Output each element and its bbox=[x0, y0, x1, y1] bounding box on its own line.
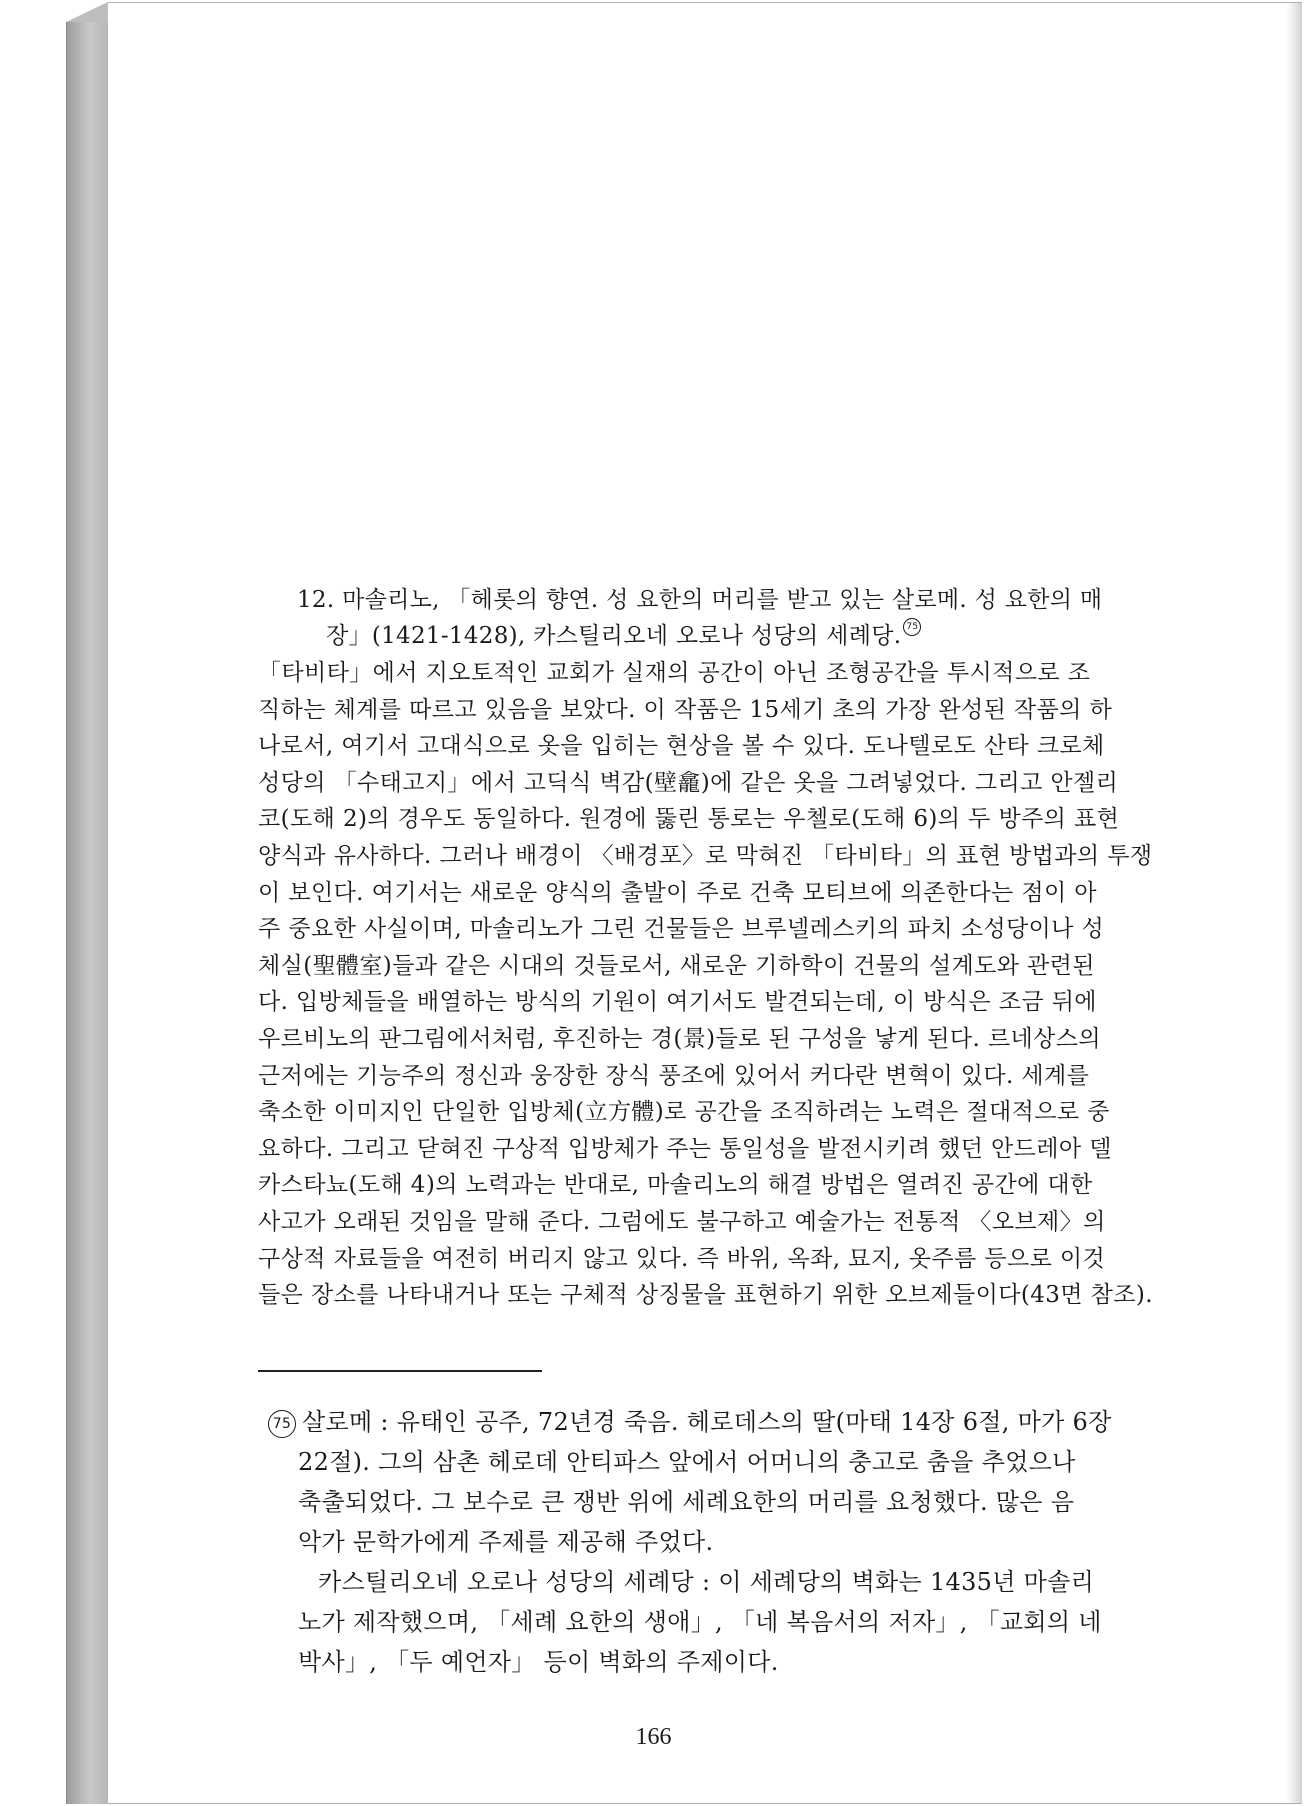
caption-line-2-text: 장」(1421-1428), 카스틸리오네 오로나 성당의 세례당. bbox=[326, 623, 902, 649]
footnote-reference-mark[interactable]: 75 bbox=[903, 618, 921, 636]
body-line: 이 보인다. 여기서는 새로운 양식의 출발이 주로 건축 모티브에 의존한다는 점이 아 bbox=[258, 879, 1097, 906]
footnote-line: 카스틸리오네 오로나 성당의 세례당 : 이 세례당의 벽화는 1435년 마솔리 bbox=[318, 1568, 1095, 1596]
body-line: 나로서, 여기서 고대식으로 옷을 입히는 현상을 볼 수 있다. 도나텔로도 산타 크로체 bbox=[258, 733, 1105, 760]
footnote-line bbox=[268, 1402, 1150, 1442]
body-line: 근저에는 기능주의 정신과 웅장한 장식 풍조에 있어서 커다란 변혁이 있다. 세계를 bbox=[258, 1062, 1090, 1089]
body-line: 성당의 「수태고지」에서 고딕식 벽감(壁龕)에 같은 옷을 그려넣었다. 그리고 안젤리 bbox=[258, 769, 1119, 796]
footnote-line: 22절). 그의 삼촌 헤로데 안티파스 앞에서 어머니의 충고로 춤을 추었으나 bbox=[298, 1448, 1076, 1476]
body-line: 구상적 자료들을 여전히 버리지 않고 있다. 즉 바위, 옥좌, 묘지, 옷주름 등으로 이것 bbox=[258, 1245, 1106, 1272]
footnote-block bbox=[268, 1402, 1150, 1682]
body-line: 체실(聖體室)들과 같은 시대의 것들로서, 새로운 기하학이 건물의 설계도와 관련된 bbox=[258, 952, 1095, 979]
body-line: 사고가 오래된 것임을 말해 준다. 그럼에도 불구하고 예술가는 전통적 〈오브제〉의 bbox=[258, 1208, 1106, 1235]
body-line: 카스타뇨(도해 4)의 노력과는 반대로, 마솔리노의 해결 방법은 열려진 공간에 대한 bbox=[258, 1172, 1093, 1199]
book-spine-top bbox=[66, 2, 108, 22]
figure-caption bbox=[297, 582, 1145, 654]
body-line: 다. 입방체들을 배열하는 방식의 기원이 여기서도 발견되는데, 이 방식은 조금 뒤에 bbox=[258, 989, 1097, 1016]
caption-line-2 bbox=[297, 618, 1145, 654]
footnote-line: 악가 문학가에게 주제를 제공해 주었다. bbox=[298, 1528, 714, 1556]
page-edge-shadow bbox=[1286, 3, 1302, 1803]
body-line: 「타비타」에서 지오토적인 교회가 실재의 공간이 아닌 조형공간을 투시적으로 조 bbox=[258, 660, 1091, 686]
body-line: 우르비노의 판그림에서처럼, 후진하는 경(景)들로 된 구성을 낳게 된다. 르네상스의 bbox=[258, 1025, 1102, 1052]
caption-line-1: 12. 마솔리노, 「헤롯의 향연. 성 요한의 머리를 받고 있는 살로메. 성 요한의 매 bbox=[297, 587, 1103, 613]
body-line: 축소한 이미지인 단일한 입방체(立方體)로 공간을 조직하려는 노력은 절대적으로 중 bbox=[258, 1099, 1110, 1126]
body-line: 양식과 유사하다. 그러나 배경이 〈배경포〉로 막혀진 「타비타」의 표현 방법과의 투쟁 bbox=[258, 842, 1153, 869]
footnote-text: 살로메 : 유태인 공주, 72년경 죽음. 헤로데스의 딸(마태 14장 6절, 마가 6장 bbox=[302, 1408, 1112, 1436]
page-number: 166 bbox=[635, 1724, 672, 1750]
footnote-line: 박사」, 「두 예언자」 등이 벽화의 주제이다. bbox=[298, 1648, 779, 1676]
footnote-line: 노가 제작했으며, 「세례 요한의 생애」, 「네 복음서의 저자」, 「교회의 네 bbox=[298, 1608, 1102, 1636]
body-line: 주 중요한 사실이며, 마솔리노가 그린 건물들은 브루넬레스키의 파치 소성당이나 성 bbox=[258, 916, 1105, 943]
footnote-number-badge: 75 bbox=[268, 1410, 296, 1438]
body-line: 직하는 체계를 따르고 있음을 보았다. 이 작품은 15세기 초의 가장 완성된 작품의 하 bbox=[258, 696, 1113, 723]
body-line: 요하다. 그리고 닫혀진 구상적 입방체가 주는 통일성을 발전시키려 했던 안드레아 델 bbox=[258, 1135, 1112, 1162]
body-line: 들은 장소를 나타내거나 또는 구체적 상징물을 표현하기 위한 오브제들이다(43면 참조). bbox=[258, 1282, 1153, 1309]
book-spine bbox=[66, 22, 109, 1804]
body-paragraph bbox=[258, 655, 1153, 1314]
body-line: 코(도해 2)의 경우도 동일하다. 원경에 뚫린 통로는 우첼로(도해 6)의 두 방주의 표현 bbox=[258, 806, 1120, 833]
footnote-divider bbox=[258, 1370, 542, 1372]
footnote-line: 축출되었다. 그 보수로 큰 쟁반 위에 세례요한의 머리를 요청했다. 많은 음 bbox=[298, 1488, 1075, 1516]
